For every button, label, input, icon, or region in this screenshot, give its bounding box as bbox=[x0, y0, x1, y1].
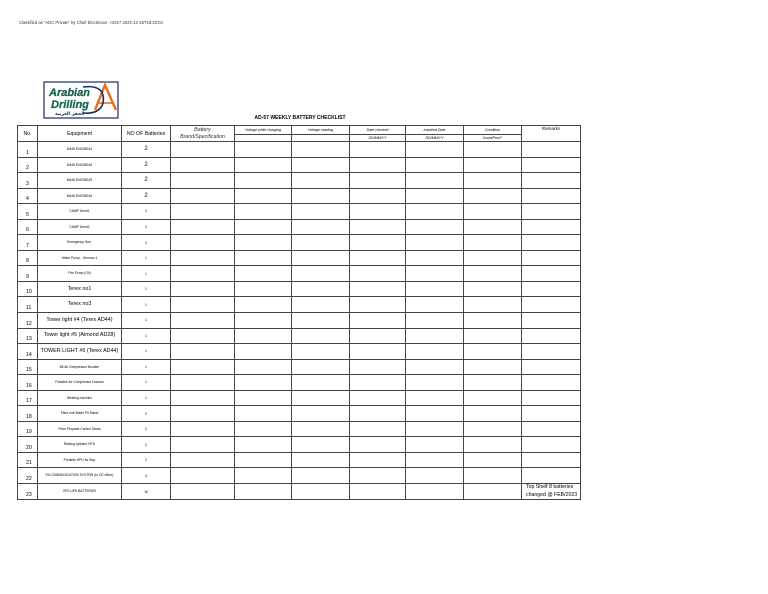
table-row bbox=[18, 344, 581, 360]
checklist-title: AD-57 WEEKLY BATTERY CHECKLIST bbox=[254, 115, 346, 121]
table-row bbox=[18, 452, 581, 468]
voltage-reading-cell bbox=[292, 328, 350, 344]
equipment-cell: Tower light #5 (Almond AD28) bbox=[38, 328, 122, 344]
date-checked-cell bbox=[350, 344, 406, 360]
battery-count-cell: 1 bbox=[122, 281, 171, 297]
row-number: 16 bbox=[18, 375, 38, 391]
voltage-reading-cell bbox=[292, 313, 350, 329]
voltage-reading-cell bbox=[292, 142, 350, 158]
remarks-cell bbox=[522, 452, 581, 468]
remarks-cell: Top Shelf 8 batteries changed @ FEB/2023 bbox=[522, 484, 581, 500]
table-row bbox=[18, 406, 581, 422]
installed-date-cell bbox=[406, 250, 464, 266]
row-number: 3 bbox=[18, 173, 38, 189]
col-header-voltage-charging: Voltage while charging bbox=[235, 126, 292, 135]
equipment-cell: Terex no3 bbox=[38, 297, 122, 313]
installed-date-cell bbox=[406, 313, 464, 329]
table-row bbox=[18, 173, 581, 189]
voltage-reading-cell bbox=[292, 219, 350, 235]
voltage-charging-cell bbox=[235, 452, 292, 468]
battery-count-cell: 2 bbox=[122, 204, 171, 220]
table-row bbox=[18, 390, 581, 406]
brand-cell bbox=[171, 484, 235, 500]
col-header-voltage-reading: Voltage reading bbox=[292, 126, 350, 135]
voltage-charging-cell bbox=[235, 406, 292, 422]
equipment-cell: Portable HPU for Bop bbox=[38, 452, 122, 468]
row-number: 10 bbox=[18, 281, 38, 297]
row-number: 9 bbox=[18, 266, 38, 282]
brand-cell bbox=[171, 406, 235, 422]
condition-cell bbox=[464, 468, 522, 484]
condition-cell bbox=[464, 235, 522, 251]
battery-count-cell: 1 bbox=[122, 359, 171, 375]
voltage-charging-cell bbox=[235, 344, 292, 360]
date-checked-cell bbox=[350, 266, 406, 282]
date-checked-cell bbox=[350, 390, 406, 406]
voltage-charging-cell bbox=[235, 421, 292, 437]
equipment-cell: Flare Propane Control Stand bbox=[38, 421, 122, 437]
installed-date-cell bbox=[406, 157, 464, 173]
brand-cell bbox=[171, 313, 235, 329]
condition-cell bbox=[464, 281, 522, 297]
brand-cell bbox=[171, 188, 235, 204]
date-checked-cell bbox=[350, 235, 406, 251]
row-number: 18 bbox=[18, 406, 38, 422]
col-subheader-date-checked-format: DD/MM/YY bbox=[350, 135, 406, 142]
equipment-cell: MAIN ENGINE#3 bbox=[38, 173, 122, 189]
brand-cell bbox=[171, 219, 235, 235]
remarks-cell bbox=[522, 390, 581, 406]
condition-cell bbox=[464, 359, 522, 375]
voltage-charging-cell bbox=[235, 328, 292, 344]
equipment-cell: CAMP Gen#1 bbox=[38, 204, 122, 220]
remarks-cell bbox=[522, 437, 581, 453]
brand-cell bbox=[171, 204, 235, 220]
row-number: 20 bbox=[18, 437, 38, 453]
remarks-cell bbox=[522, 406, 581, 422]
condition-cell bbox=[464, 437, 522, 453]
equipment-cell: PA COMMUNICATION SYSTEM (In CE office) bbox=[38, 468, 122, 484]
brand-cell bbox=[171, 173, 235, 189]
voltage-charging-cell bbox=[235, 390, 292, 406]
battery-count-cell: 2 bbox=[122, 219, 171, 235]
installed-date-cell bbox=[406, 173, 464, 189]
installed-date-cell bbox=[406, 359, 464, 375]
remarks-cell bbox=[522, 313, 581, 329]
installed-date-cell bbox=[406, 421, 464, 437]
svg-text:Arabian: Arabian bbox=[49, 87, 90, 99]
row-number: 8 bbox=[18, 250, 38, 266]
voltage-charging-cell bbox=[235, 142, 292, 158]
date-checked-cell bbox=[350, 468, 406, 484]
installed-date-cell bbox=[406, 452, 464, 468]
svg-text:الحفر العربية: الحفر العربية bbox=[55, 112, 85, 117]
row-number: 13 bbox=[18, 328, 38, 344]
equipment-cell: Water Pump - German 1 bbox=[38, 250, 122, 266]
voltage-reading-cell bbox=[292, 406, 350, 422]
remarks-cell bbox=[522, 188, 581, 204]
date-checked-cell bbox=[350, 313, 406, 329]
voltage-charging-cell bbox=[235, 375, 292, 391]
battery-count-cell: 2 bbox=[122, 173, 171, 189]
date-checked-cell bbox=[350, 157, 406, 173]
row-number: 1 bbox=[18, 142, 38, 158]
equipment-cell: MAIN ENGINE#1 bbox=[38, 142, 122, 158]
condition-cell bbox=[464, 421, 522, 437]
col-header-no: No. bbox=[18, 126, 38, 142]
remarks-cell bbox=[522, 328, 581, 344]
condition-cell bbox=[464, 204, 522, 220]
voltage-reading-cell bbox=[292, 281, 350, 297]
installed-date-cell bbox=[406, 266, 464, 282]
col-header-brand bbox=[171, 126, 235, 142]
battery-count-cell: 1 bbox=[122, 375, 171, 391]
date-checked-cell bbox=[350, 173, 406, 189]
equipment-cell: Terex no1 bbox=[38, 281, 122, 297]
installed-date-cell bbox=[406, 142, 464, 158]
condition-cell bbox=[464, 328, 522, 344]
row-number: 11 bbox=[18, 297, 38, 313]
voltage-charging-cell bbox=[235, 157, 292, 173]
col-subheader-installed-date-format: DD/MM/YY bbox=[406, 135, 464, 142]
installed-date-cell bbox=[406, 219, 464, 235]
installed-date-cell bbox=[406, 390, 464, 406]
battery-count-cell: 2 bbox=[122, 437, 171, 453]
voltage-charging-cell bbox=[235, 297, 292, 313]
condition-cell bbox=[464, 390, 522, 406]
condition-cell bbox=[464, 188, 522, 204]
row-number: 17 bbox=[18, 390, 38, 406]
voltage-reading-cell bbox=[292, 157, 350, 173]
table-row bbox=[18, 375, 581, 391]
battery-count-cell: 2 bbox=[122, 188, 171, 204]
arabian-drilling-logo bbox=[43, 81, 119, 119]
date-checked-cell bbox=[350, 281, 406, 297]
condition-cell bbox=[464, 406, 522, 422]
remarks-cell bbox=[522, 142, 581, 158]
brand-cell bbox=[171, 452, 235, 468]
row-number: 19 bbox=[18, 421, 38, 437]
equipment-cell: TOWER LIGHT #6 (Terex AD44) bbox=[38, 344, 122, 360]
col-header-equipment: Equipment bbox=[38, 126, 122, 142]
brand-cell bbox=[171, 250, 235, 266]
voltage-reading-cell bbox=[292, 250, 350, 266]
table-row bbox=[18, 266, 581, 282]
condition-cell bbox=[464, 313, 522, 329]
installed-date-cell bbox=[406, 235, 464, 251]
row-number: 4 bbox=[18, 188, 38, 204]
date-checked-cell bbox=[350, 250, 406, 266]
brand-cell bbox=[171, 142, 235, 158]
battery-count-cell: 1 bbox=[122, 266, 171, 282]
col-header-brand-line1: Battery bbox=[194, 126, 211, 133]
date-checked-cell bbox=[350, 359, 406, 375]
remarks-cell bbox=[522, 344, 581, 360]
remarks-cell bbox=[522, 281, 581, 297]
equipment-cell: MAIN ENGINE#4 bbox=[38, 188, 122, 204]
voltage-charging-cell bbox=[235, 204, 292, 220]
brand-cell bbox=[171, 421, 235, 437]
voltage-reading-cell bbox=[292, 452, 350, 468]
voltage-reading-cell bbox=[292, 204, 350, 220]
equipment-cell: CAMP Gen#2 bbox=[38, 219, 122, 235]
condition-cell bbox=[464, 157, 522, 173]
voltage-reading-cell bbox=[292, 468, 350, 484]
voltage-charging-cell bbox=[235, 235, 292, 251]
table-row bbox=[18, 437, 581, 453]
voltage-reading-cell bbox=[292, 188, 350, 204]
col-header-date-checked: Date checked bbox=[350, 126, 406, 135]
battery-count-cell: 4 bbox=[122, 468, 171, 484]
battery-count-cell: 2 bbox=[122, 157, 171, 173]
table-row bbox=[18, 484, 581, 500]
remarks-cell bbox=[522, 219, 581, 235]
voltage-charging-cell bbox=[235, 173, 292, 189]
condition-cell bbox=[464, 484, 522, 500]
row-number: 6 bbox=[18, 219, 38, 235]
battery-count-cell: 2 bbox=[122, 421, 171, 437]
svg-text:Drilling: Drilling bbox=[51, 99, 89, 111]
voltage-reading-cell bbox=[292, 344, 350, 360]
voltage-reading-cell bbox=[292, 235, 350, 251]
date-checked-cell bbox=[350, 406, 406, 422]
remarks-cell bbox=[522, 235, 581, 251]
installed-date-cell bbox=[406, 406, 464, 422]
condition-cell bbox=[464, 344, 522, 360]
remarks-cell bbox=[522, 204, 581, 220]
battery-checklist-table bbox=[17, 125, 581, 500]
voltage-reading-cell bbox=[292, 173, 350, 189]
table-row bbox=[18, 219, 581, 235]
equipment-cell: Welding machine bbox=[38, 390, 122, 406]
table-row bbox=[18, 359, 581, 375]
voltage-reading-cell bbox=[292, 437, 350, 453]
condition-cell bbox=[464, 173, 522, 189]
remarks-cell bbox=[522, 468, 581, 484]
col-header-batteries: NO OF Batteries bbox=[122, 126, 171, 142]
table-row bbox=[18, 250, 581, 266]
table-row bbox=[18, 328, 581, 344]
battery-count-cell: 1 bbox=[122, 297, 171, 313]
equipment-cell: Emergency Gen. bbox=[38, 235, 122, 251]
row-number: 14 bbox=[18, 344, 38, 360]
installed-date-cell bbox=[406, 297, 464, 313]
brand-cell bbox=[171, 344, 235, 360]
installed-date-cell bbox=[406, 188, 464, 204]
voltage-charging-cell bbox=[235, 250, 292, 266]
voltage-reading-cell bbox=[292, 484, 350, 500]
row-number: 5 bbox=[18, 204, 38, 220]
date-checked-cell bbox=[350, 188, 406, 204]
date-checked-cell bbox=[350, 142, 406, 158]
equipment-cell: Raising cylinder HPU bbox=[38, 437, 122, 453]
date-checked-cell bbox=[350, 452, 406, 468]
date-checked-cell bbox=[350, 204, 406, 220]
voltage-reading-cell bbox=[292, 266, 350, 282]
table-row bbox=[18, 421, 581, 437]
equipment-cell: Flare unit Water Pit Stand bbox=[38, 406, 122, 422]
battery-count-cell: 2 bbox=[122, 235, 171, 251]
table-row bbox=[18, 142, 581, 158]
condition-cell bbox=[464, 297, 522, 313]
remarks-cell bbox=[522, 375, 581, 391]
row-number: 21 bbox=[18, 452, 38, 468]
battery-count-cell: 1 bbox=[122, 313, 171, 329]
battery-count-cell: 1 bbox=[122, 250, 171, 266]
remarks-cell bbox=[522, 421, 581, 437]
voltage-charging-cell bbox=[235, 281, 292, 297]
condition-cell bbox=[464, 219, 522, 235]
date-checked-cell bbox=[350, 328, 406, 344]
condition-cell bbox=[464, 452, 522, 468]
brand-cell bbox=[171, 266, 235, 282]
row-number: 15 bbox=[18, 359, 38, 375]
date-checked-cell bbox=[350, 375, 406, 391]
voltage-charging-cell bbox=[235, 437, 292, 453]
row-number: 23 bbox=[18, 484, 38, 500]
voltage-charging-cell bbox=[235, 313, 292, 329]
remarks-cell bbox=[522, 157, 581, 173]
battery-count-cell: 2 bbox=[122, 142, 171, 158]
table-row bbox=[18, 281, 581, 297]
equipment-cell: Bit Air Compressor Booster bbox=[38, 359, 122, 375]
col-subheader-blank-1 bbox=[235, 135, 292, 142]
col-header-installed-date: Installed Date bbox=[406, 126, 464, 135]
table-row bbox=[18, 468, 581, 484]
battery-count-cell: 2 bbox=[122, 406, 171, 422]
battery-count-cell: 1 bbox=[122, 390, 171, 406]
brand-cell bbox=[171, 281, 235, 297]
date-checked-cell bbox=[350, 437, 406, 453]
installed-date-cell bbox=[406, 375, 464, 391]
battery-count-cell: 16 bbox=[122, 484, 171, 500]
remarks-cell bbox=[522, 173, 581, 189]
equipment-cell: Fire Pump (Oil) bbox=[38, 266, 122, 282]
installed-date-cell bbox=[406, 437, 464, 453]
voltage-reading-cell bbox=[292, 375, 350, 391]
battery-count-cell: 2 bbox=[122, 452, 171, 468]
date-checked-cell bbox=[350, 219, 406, 235]
col-header-brand-line2: Brand/Specification bbox=[180, 133, 225, 140]
col-header-condition: Condition bbox=[464, 126, 522, 135]
table-row bbox=[18, 313, 581, 329]
installed-date-cell bbox=[406, 484, 464, 500]
row-number: 22 bbox=[18, 468, 38, 484]
date-checked-cell bbox=[350, 484, 406, 500]
installed-date-cell bbox=[406, 344, 464, 360]
voltage-charging-cell bbox=[235, 484, 292, 500]
installed-date-cell bbox=[406, 328, 464, 344]
brand-cell bbox=[171, 390, 235, 406]
table-row bbox=[18, 157, 581, 173]
row-number: 2 bbox=[18, 157, 38, 173]
brand-cell bbox=[171, 359, 235, 375]
brand-cell bbox=[171, 235, 235, 251]
voltage-charging-cell bbox=[235, 219, 292, 235]
row-number: 12 bbox=[18, 313, 38, 329]
voltage-charging-cell bbox=[235, 468, 292, 484]
brand-cell bbox=[171, 157, 235, 173]
remarks-cell bbox=[522, 297, 581, 313]
remarks-cell bbox=[522, 266, 581, 282]
col-subheader-blank-2 bbox=[292, 135, 350, 142]
installed-date-cell bbox=[406, 468, 464, 484]
condition-cell bbox=[464, 250, 522, 266]
equipment-cell: Tower light #4 (Terex AD44) bbox=[38, 313, 122, 329]
table-row bbox=[18, 204, 581, 220]
classification-label: Classified as "ADC Private" by Chief Electrician - ADS7 2022-12-25T18:33:03 bbox=[19, 20, 163, 25]
voltage-charging-cell bbox=[235, 359, 292, 375]
condition-cell bbox=[464, 142, 522, 158]
row-number: 7 bbox=[18, 235, 38, 251]
table-row bbox=[18, 235, 581, 251]
brand-cell bbox=[171, 328, 235, 344]
brand-cell bbox=[171, 437, 235, 453]
remarks-cell bbox=[522, 250, 581, 266]
col-header-remarks: Remarks bbox=[522, 126, 581, 142]
condition-cell bbox=[464, 266, 522, 282]
brand-cell bbox=[171, 297, 235, 313]
battery-count-cell: 1 bbox=[122, 344, 171, 360]
checklist-rows bbox=[18, 142, 581, 500]
installed-date-cell bbox=[406, 204, 464, 220]
condition-cell bbox=[464, 375, 522, 391]
equipment-cell: Portable Air Compressor Doosan bbox=[38, 375, 122, 391]
col-subheader-condition-options: Good/Poor? bbox=[464, 135, 522, 142]
voltage-reading-cell bbox=[292, 359, 350, 375]
brand-cell bbox=[171, 375, 235, 391]
voltage-charging-cell bbox=[235, 188, 292, 204]
date-checked-cell bbox=[350, 421, 406, 437]
battery-count-cell: 1 bbox=[122, 328, 171, 344]
voltage-reading-cell bbox=[292, 390, 350, 406]
installed-date-cell bbox=[406, 281, 464, 297]
brand-cell bbox=[171, 468, 235, 484]
voltage-reading-cell bbox=[292, 421, 350, 437]
date-checked-cell bbox=[350, 297, 406, 313]
table-row bbox=[18, 297, 581, 313]
remarks-cell bbox=[522, 359, 581, 375]
voltage-charging-cell bbox=[235, 266, 292, 282]
equipment-cell: MAIN ENGINE#2 bbox=[38, 157, 122, 173]
equipment-cell: VFD UPS BATTERIES bbox=[38, 484, 122, 500]
voltage-reading-cell bbox=[292, 297, 350, 313]
table-row bbox=[18, 188, 581, 204]
